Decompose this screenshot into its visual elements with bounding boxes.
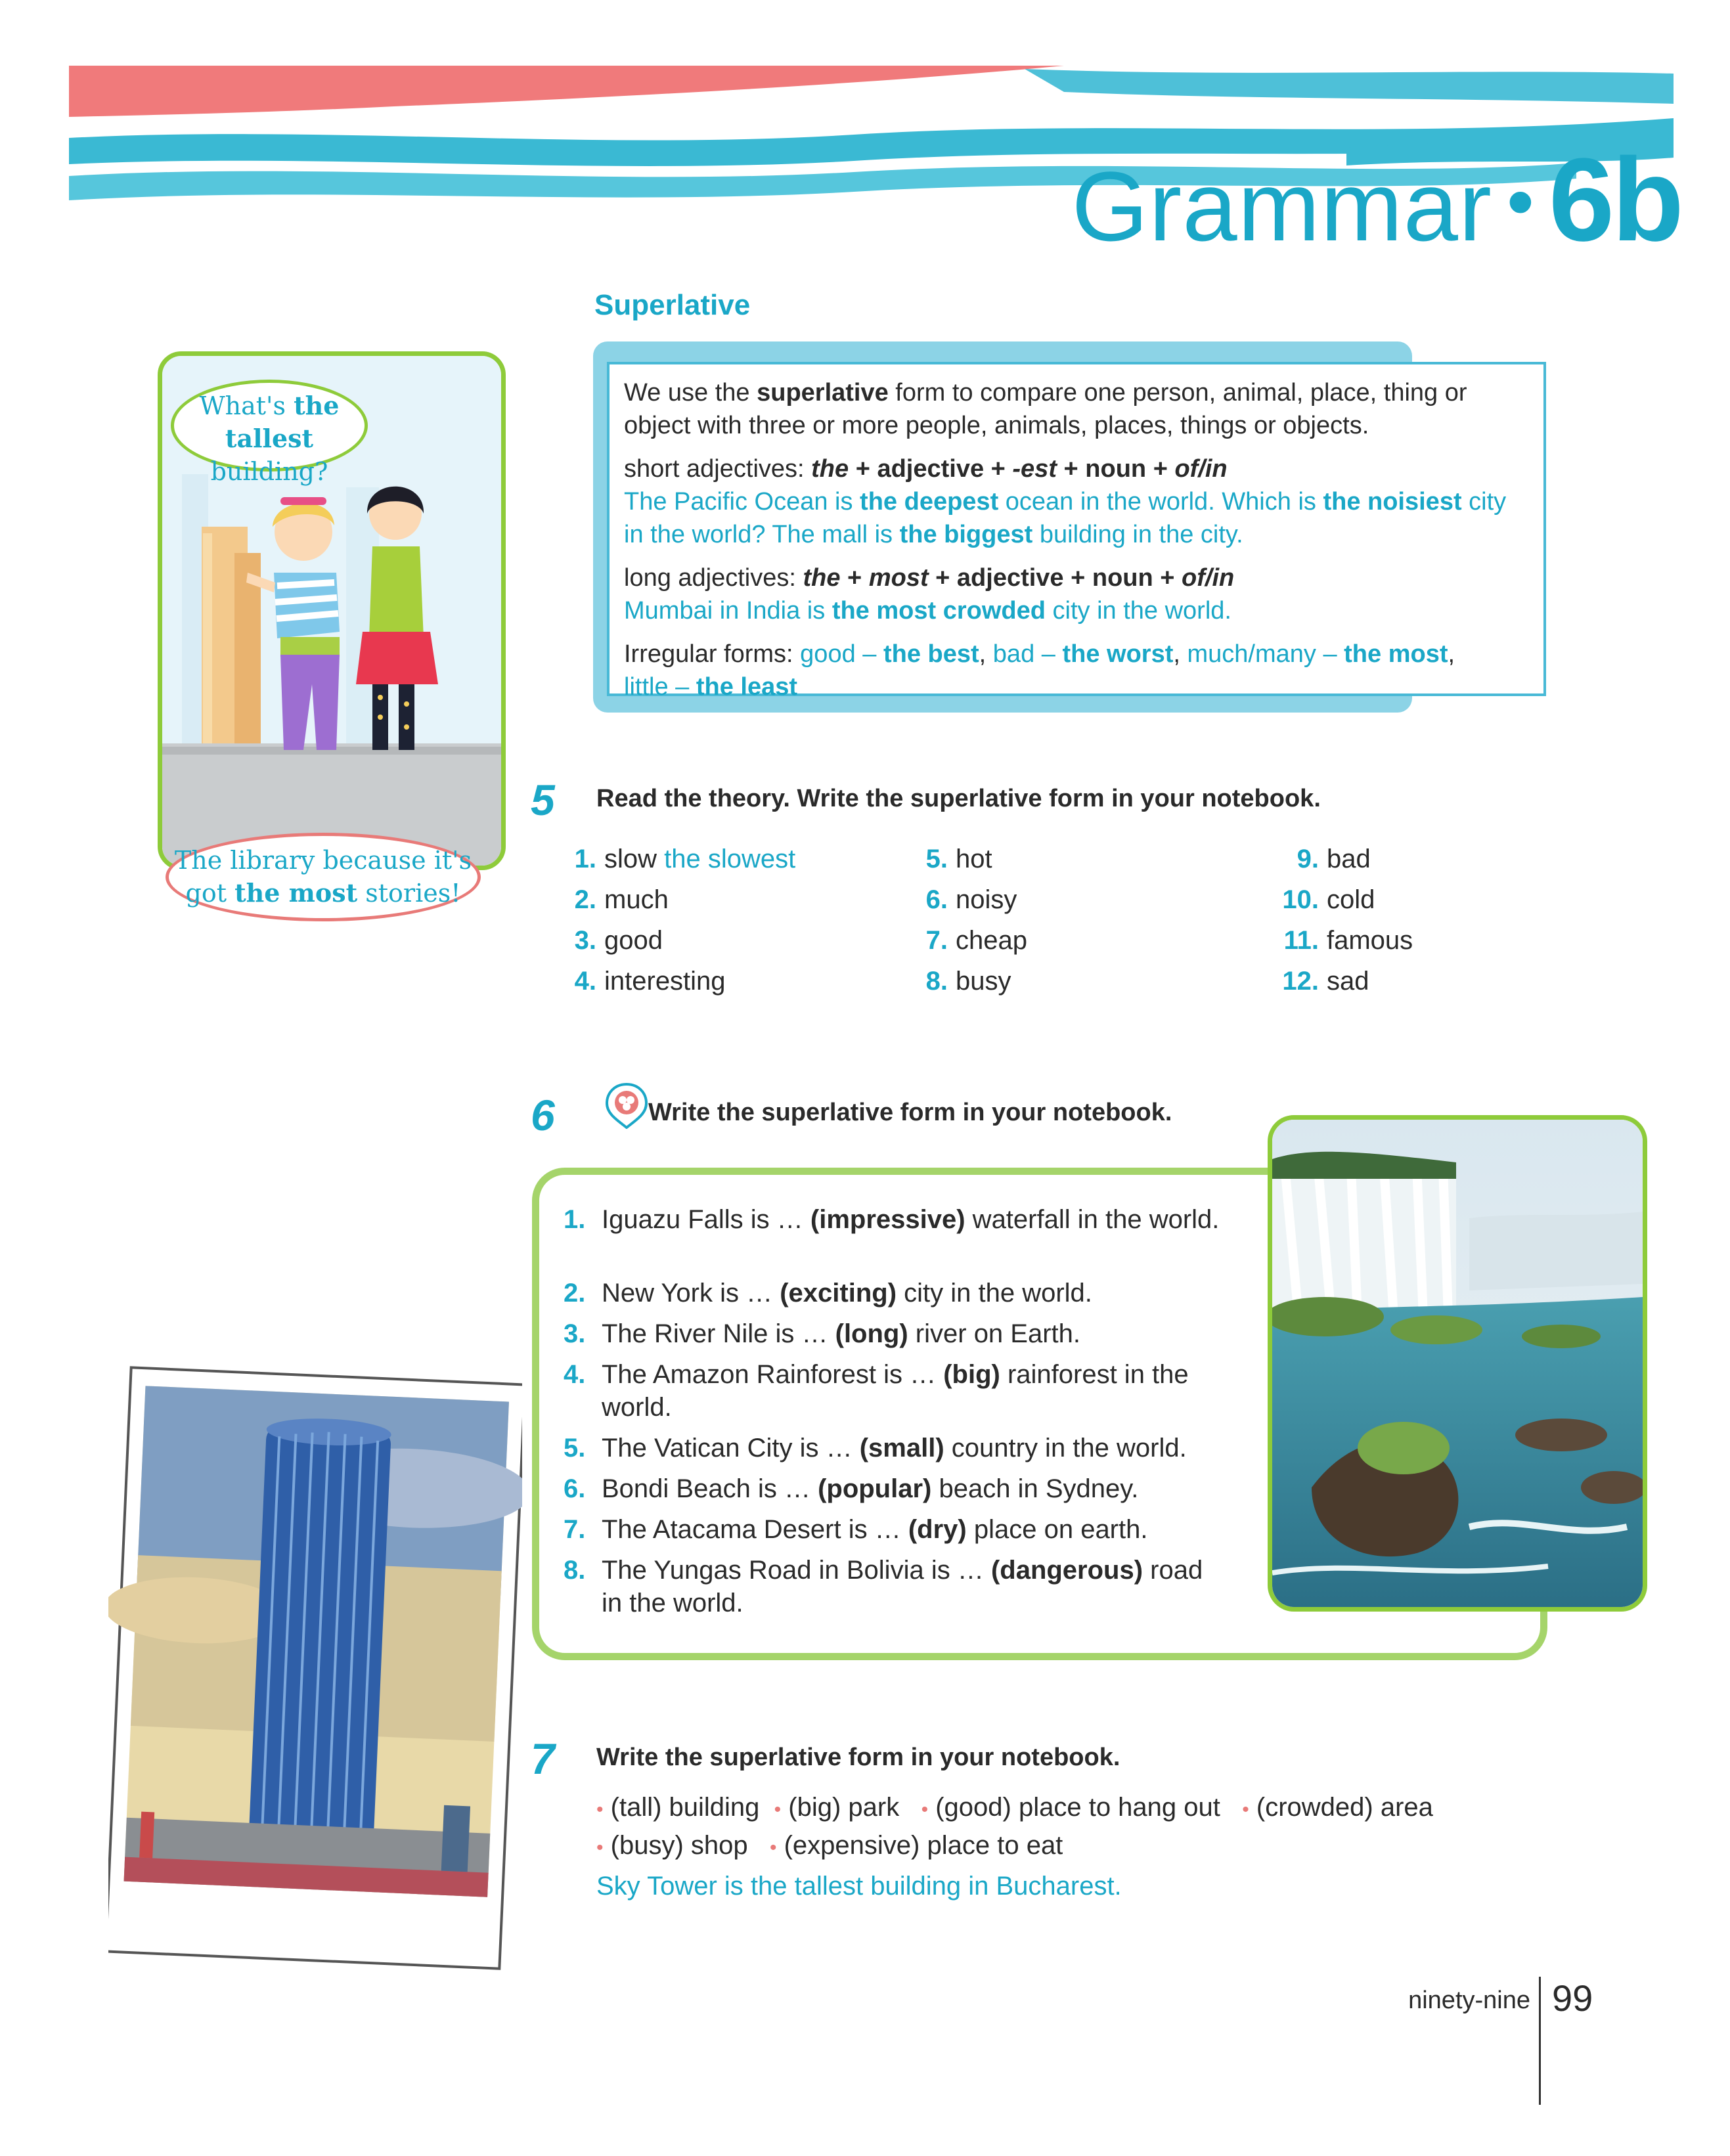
theory-long-example: Mumbai in India is the most crowded city in the world. — [624, 597, 1231, 625]
theory-intro: We use the superlative form to compare one person, animal, place, thing or object with three or more people, animals, places, things or objects. — [624, 379, 1467, 439]
iguazu-falls-image — [1272, 1120, 1643, 1607]
ex5-item-6: 6. noisy — [925, 885, 1017, 914]
ex6-item-4: 4. The Amazon Rainforest is … (big) rainforest in the world. — [564, 1360, 1189, 1422]
theory-box — [607, 362, 1546, 701]
ex5-item-12: 12. sad — [1282, 967, 1369, 996]
ex7-item-5: (busy) shop — [610, 1831, 748, 1860]
ex7-item-6: (expensive) place to eat — [784, 1831, 1063, 1860]
title-dot: • — [1506, 158, 1534, 246]
ex6-item-6: 6. Bondi Beach is … (popular) beach in Sydney. — [564, 1474, 1139, 1503]
speech-bubble-answer: The library because it's got the most stories! — [166, 833, 481, 921]
speech-bubble-question: What's the tallest building? — [171, 380, 368, 472]
ex5-item-10: 10. cold — [1282, 885, 1375, 914]
ex5-item-9: 9. bad — [1297, 845, 1371, 873]
ex5-item-7: 7. cheap — [925, 926, 1027, 955]
ex6-item-3: 3. The River Nile is … (long) river on Earth. — [564, 1319, 1081, 1348]
title-code: 6b — [1548, 134, 1681, 266]
map-pin-icon — [603, 1082, 650, 1129]
ex7-item-1: (tall) building — [610, 1793, 760, 1822]
exercise-5-instruction: Read the theory. Write the superlative form in your notebook. — [596, 785, 1321, 812]
page-number-words: ninety-nine — [1408, 1987, 1530, 2014]
theory-long-rule: long adjectives: the + most + adjective + noun + of/in — [624, 564, 1235, 592]
ex5-item-2: 2. much — [574, 885, 669, 914]
page-number-divider — [1539, 1977, 1541, 2105]
ex6-item-7: 7. The Atacama Desert is … (dry) place on earth. — [564, 1515, 1148, 1544]
ex7-item-2: (big) park — [788, 1793, 900, 1822]
exercise-7-word-list — [596, 1790, 1555, 1866]
page-title — [959, 134, 1681, 266]
ex7-line-2: • (busy) shop • (expensive) place to eat — [596, 1831, 1063, 1860]
exercise-7-instruction: Write the superlative form in your notebook. — [596, 1744, 1120, 1771]
exercise-7-number: 7 — [531, 1734, 555, 1783]
theory-irregular: Irregular forms: good – the best, bad – the worst, much/many – the most, little – the least — [624, 640, 1455, 701]
ex5-item-8: 8. busy — [925, 967, 1011, 996]
ex7-line-1: • (tall) building • (big) park • (good) place to hang out • (crowded) area — [596, 1793, 1433, 1822]
theory-short-example: The Pacific Ocean is the deepest ocean in the world. Which is the noisiest city in the world? The mall is the biggest building in the city. — [624, 488, 1507, 548]
ex6-item-2: 2. New York is … (exciting) city in the world. — [564, 1279, 1092, 1308]
waterfall-photo — [1268, 1115, 1647, 1612]
ex6-item-1: 1. Iguazu Falls is … (impressive) waterfall in the world. — [564, 1205, 1220, 1234]
page-number: 99 — [1552, 1977, 1593, 2019]
title-word: Grammar — [1071, 151, 1492, 261]
ex5-item-1: 1. slow the slowest — [574, 845, 796, 873]
exercise-7-example: Sky Tower is the tallest building in Bucharest. — [596, 1872, 1122, 1901]
ex5-item-11: 11. famous — [1283, 926, 1413, 955]
ex6-item-8: 8. The Yungas Road in Bolivia is … (dangerous) road in the world. — [564, 1556, 1203, 1617]
exercise-6-instruction: Write the superlative form in your notebook. — [648, 1099, 1172, 1126]
ex5-item-3: 3. good — [574, 926, 663, 955]
exercise-5-number: 5 — [531, 776, 555, 824]
exercise-6-number: 6 — [531, 1091, 555, 1139]
ex6-item-5: 5. The Vatican City is … (small) country in the world. — [564, 1434, 1187, 1463]
sky-tower-photo — [108, 1366, 522, 1970]
ex5-item-5: 5. hot — [925, 845, 992, 873]
ex7-item-4: (crowded) area — [1256, 1793, 1433, 1822]
ex7-item-3: (good) place to hang out — [935, 1793, 1220, 1822]
theory-short-rule: short adjectives: the + adjective + -est + noun + of/in — [624, 455, 1228, 483]
section-title: Superlative — [594, 289, 751, 321]
ex5-item-4: 4. interesting — [574, 967, 726, 996]
